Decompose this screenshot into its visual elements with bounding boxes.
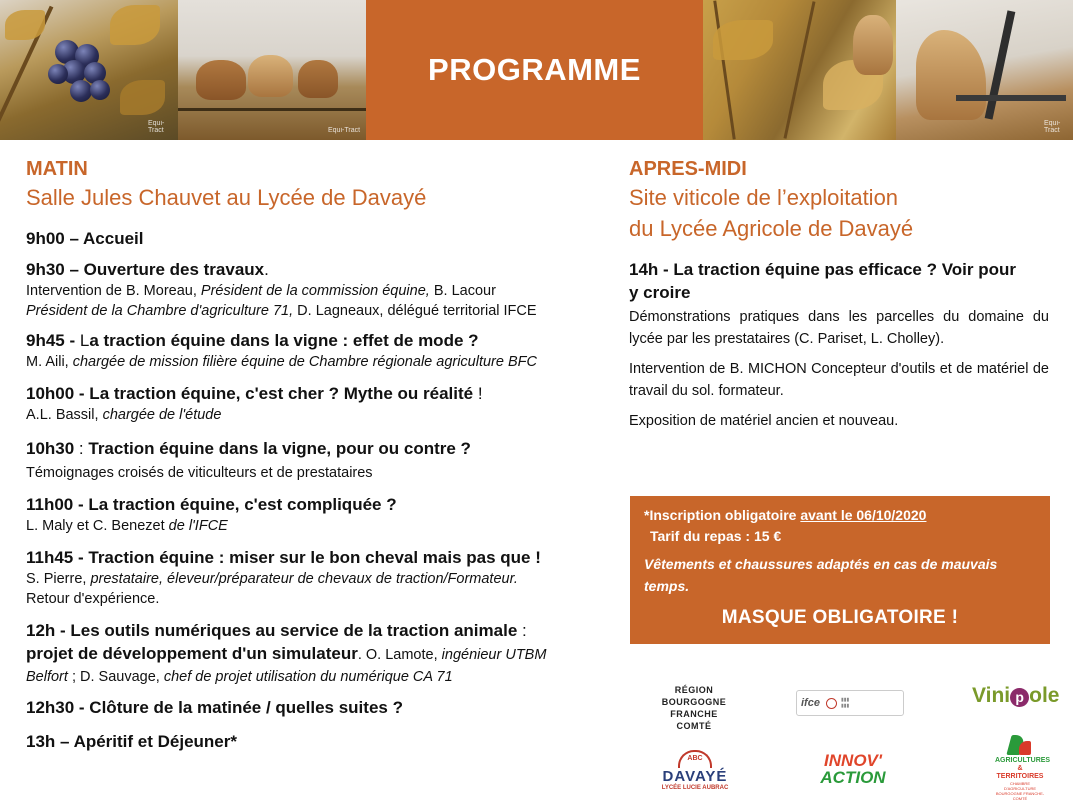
page-title: PROGRAMME bbox=[428, 52, 641, 87]
horse-harness-photo bbox=[896, 0, 1073, 140]
innov-action-logo: INNOV' ACTION bbox=[820, 751, 886, 787]
registration-note: *Inscription obligatoire avant le 06/10/2020 bbox=[644, 507, 927, 523]
info-box bbox=[630, 496, 1050, 644]
photo-watermark: Equi-Tract bbox=[328, 127, 361, 134]
item-detail: S. Pierre, prestataire, éleveur/préparateur de chevaux de traction/Formateur. bbox=[26, 571, 518, 587]
ifce-logo: ifce ▮▮▮ ▮▮▮ bbox=[796, 690, 904, 716]
item-detail: M. Aili, chargée de mission filière équine de Chambre régionale agriculture BFC bbox=[26, 354, 537, 370]
schedule-item: 13h – Apéritif et Déjeuner* bbox=[26, 732, 237, 751]
afternoon-paragraph: Intervention de B. MICHON Concepteur d'outils et de matériel de travail du sol. formateur. bbox=[629, 361, 1049, 399]
morning-location: Salle Jules Chauvet au Lycée de Davayé bbox=[26, 185, 427, 210]
item-title: 9h00 – Accueil bbox=[26, 229, 144, 248]
morning-section bbox=[26, 156, 611, 753]
afternoon-paragraph: Exposition de matériel ancien et nouveau. bbox=[629, 413, 899, 429]
mask-notice: MASQUE OBLIGATOIRE ! bbox=[721, 607, 959, 628]
vinipole-logo: Vini p ole bbox=[972, 684, 1060, 707]
afternoon-paragraph: Démonstrations pratiques dans les parcelles du domaine du lycée par les prestataires (C. Pariset, L. Cholley). bbox=[629, 309, 1049, 347]
morning-title: MATIN bbox=[26, 158, 88, 180]
schedule-item: 10h00 - La traction équine, c'est cher ? Mythe ou réalité ! A.L. Bassil, chargée de l'étude bbox=[26, 382, 611, 425]
programme-title-box bbox=[366, 0, 703, 140]
header-banner bbox=[0, 0, 1073, 140]
item-detail: Belfort ; D. Sauvage, chef de projet utilisation du numérique CA 71 bbox=[26, 669, 453, 685]
item-detail: A.L. Bassil, chargée de l'étude bbox=[26, 407, 222, 423]
afternoon-location: Site viticole de l’exploitation bbox=[629, 185, 899, 210]
lycee-davaye-logo: ABC DAVAYÉ LYCÉE LUCIE AUBRAC bbox=[660, 750, 730, 791]
schedule-item bbox=[629, 258, 1049, 304]
schedule-item: 9h45 - La traction équine dans la vigne : effet de mode ? M. Aili, chargée de mission filière équine de Chambre régionale agriculture BFC bbox=[26, 329, 611, 372]
item-detail: Témoignages croisés de viticulteurs et de prestataires bbox=[26, 465, 373, 481]
item-detail: Président de la Chambre d'agriculture 71, D. Lagneaux, délégué territorial IFCE bbox=[26, 303, 537, 319]
schedule-item: 10h30 : Traction équine dans la vigne, pour ou contre ? Témoignages croisés de viticulteurs et de prestataires bbox=[26, 437, 611, 483]
afternoon-location: du Lycée Agricole de Davayé bbox=[629, 216, 914, 241]
schedule-item: 12h - Les outils numériques au service de la traction animale : projet de développement d'un simulateur. O. Lamote, ingénieur UTBM Belfort ; D. Sauvage, chef de projet utilisation du numérique CA 71 bbox=[26, 619, 611, 687]
chambre-agriculture-logo: AGRICULTURES & TERRITOIRES CHAMBRE D'AGRICULTURE BOURGOGNE FRANCHE-COMTÉ bbox=[995, 733, 1045, 801]
meal-price: Tarif du repas : 15 € bbox=[650, 528, 782, 544]
photo-watermark: Equi-Tract bbox=[148, 120, 165, 134]
item-title: y croire bbox=[629, 283, 691, 302]
afternoon-title: APRES-MIDI bbox=[629, 158, 747, 180]
item-detail: L. Maly et C. Benezet de l'IFCE bbox=[26, 518, 228, 534]
item-title: 9h30 – Ouverture des travaux bbox=[26, 260, 265, 279]
grapes-photo bbox=[0, 0, 178, 140]
schedule-item bbox=[26, 227, 611, 250]
item-detail: Intervention de B. Moreau, Président de la commission équine, B. Lacour bbox=[26, 283, 496, 299]
photo-watermark: Equi-Tract bbox=[1044, 120, 1061, 134]
horses-photo bbox=[178, 0, 366, 140]
region-bfc-logo: RÉGION BOURGOGNE FRANCHE COMTÉ bbox=[661, 685, 727, 731]
schedule-item: 11h00 - La traction équine, c'est compliquée ? L. Maly et C. Benezet de l'IFCE bbox=[26, 493, 611, 536]
item-detail: Retour d'expérience. bbox=[26, 591, 160, 607]
clothing-note: Vêtements et chaussures adaptés en cas de mauvais temps. bbox=[644, 556, 998, 594]
schedule-item: 12h30 - Clôture de la matinée / quelles suites ? bbox=[26, 698, 403, 717]
schedule-item: 9h30 – Ouverture des travaux. Intervention de B. Moreau, Président de la commission équine, B. Lacour Président de la Chambre d'agriculture 71, D. Lagneaux, délégué territorial IFCE bbox=[26, 258, 611, 321]
item-title: 14h - La traction équine pas efficace ? Voir pour bbox=[629, 260, 1016, 279]
vineyard-photo bbox=[703, 0, 896, 140]
schedule-item: 11h45 - Traction équine : miser sur le bon cheval mais pas que ! S. Pierre, prestataire, éleveur/préparateur de chevaux de traction/Formateur. Retour d'expérience. bbox=[26, 546, 611, 609]
afternoon-section bbox=[629, 156, 1049, 432]
